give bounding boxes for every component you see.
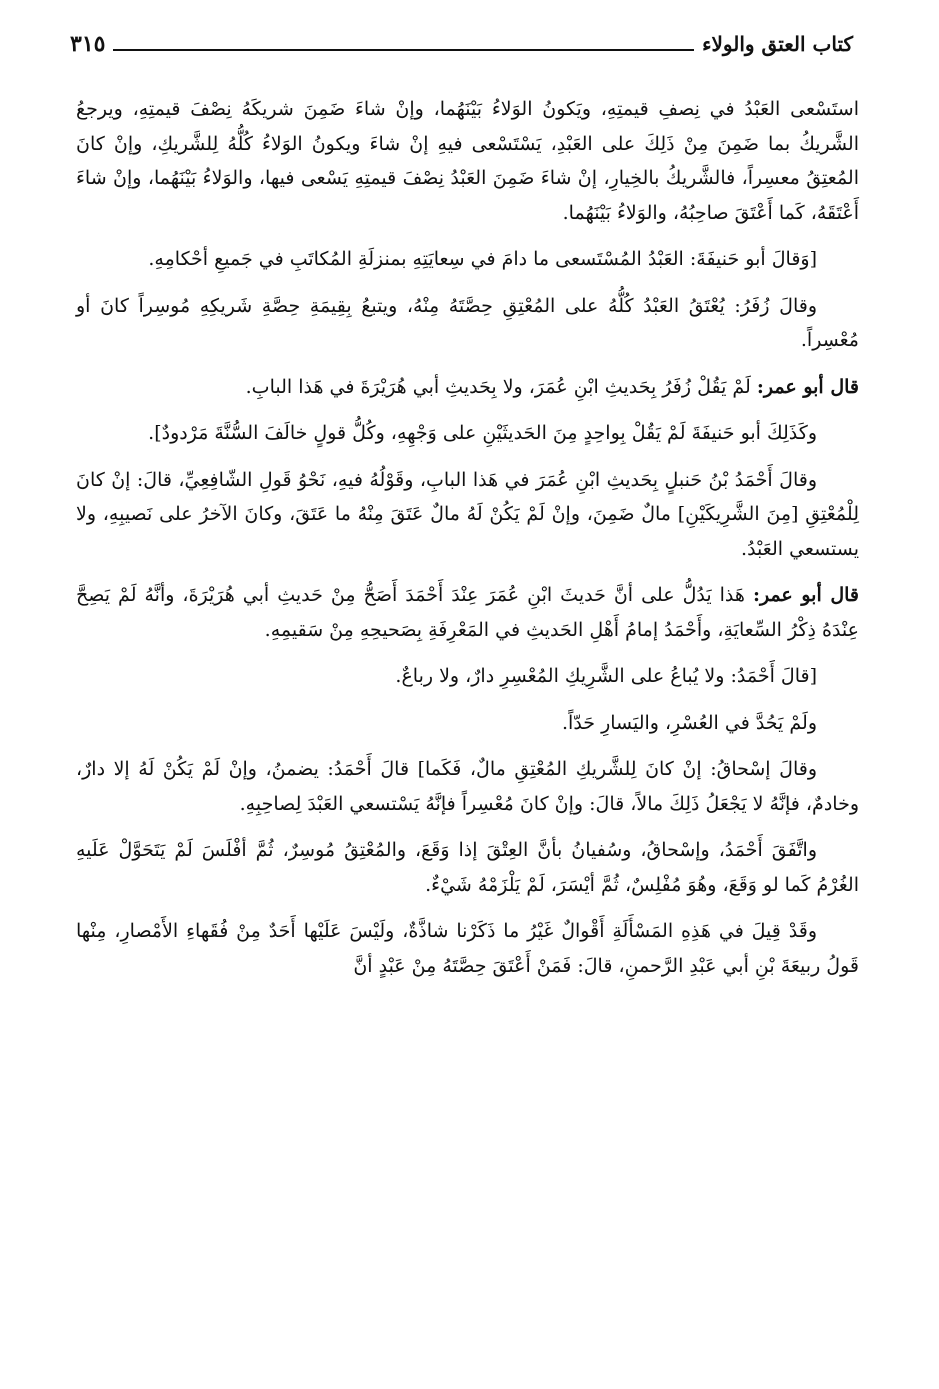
paragraph [76,289,859,358]
paragraph [76,752,859,821]
paragraph [76,92,859,230]
paragraph-text: وقالَ أَحْمَدُ بْنُ حَنبلٍ بِحَديثِ ابْنِ عُمَرَ في هَذا البابِ، وقَوْلُهُ فيهِ، نَحْوُ قَولِ الشّافِعِيِّ، قالَ: إنْ كانَ لِلْمُعْتِقِ [مِنَ الشَّرِيكَيْنِ] مالٌ ضَمِنَ، وإنْ لَمْ يَكُنْ لَهُ مالٌ عَتَقَ مِنْهُ ما عَتَقَ، وكانَ الآخرُ على نَصيبِهِ، ولا يستسعي العَبْدُ. [76,468,859,560]
paragraph-text: ولَمْ يَحُدَّ في العُسْرِ، واليَسارِ حَدّاً. [562,711,817,734]
paragraph [76,833,859,902]
paragraph-text: وقالَ إسْحاقُ: إنْ كانَ لِلشَّريكِ المُعْتِقِ مالٌ، فَكَما] قالَ أَحْمَدُ: يضمنُ، وإنْ لَمْ يَكُنْ لَهُ إلا دارٌ، وخادمٌ، فإنَّهُ لا يَجْعَلُ ذَلِكَ مالاً، قالَ: وإنْ كانَ مُعْسِراً فإنَّهُ يَسْتسعي العَبْدَ لِصاحِبِهِ. [76,758,859,815]
body-text [76,92,859,995]
paragraph [76,659,859,694]
paragraph-text: وكَذَلِكَ أبو حَنيفَةَ لَمْ يَقُلْ بِواحِدٍ مِنَ الحَديثَيْنِ على وَجْهِهِ، وكُلُّ قولٍ خالَفَ السُّنَّةَ مَرْدودٌ]. [148,422,817,444]
paragraph [76,463,859,567]
header-rule [113,49,694,51]
running-header [70,28,853,60]
paragraph-text: استَسْعى العَبْدُ في نِصفِ قيمتِهِ، ويَكونُ الوَلاءُ بَيْنَهُما، وإنْ شاءَ ضَمِنَ شريكَهُ نِصْفَ قيمتِهِ، ويرجعُ الشَّريكُ بما ضَمِنَ مِنْ ذَلِكَ على العَبْدِ، يَسْتَسْعى فيهِ إنْ شاءَ ويكونُ الوَلاءُ كُلُّهُ لِلشَّريكِ، وإنْ كانَ المُعتِقُ معسِراً، فالشَّريكُ بالخِيارِ، إنْ شاءَ ضَمِنَ العَبْدُ نِصْفَ قيمتِهِ يَسْعى فيها، والوَلاءُ بَيْنَهُما، وإنْ شاءَ أَعْتَقَهُ، كَما أَعْتَقَ صاحِبُهُ، والوَلاءُ بَيْنَهُما. [76,98,859,224]
paragraph [76,370,859,405]
paragraph-text: لَمْ يَقُلْ زُفَرُ بِحَديثِ ابْنِ عُمَرَ، ولا بِحَديثِ أبي هُرَيْرَةَ في هَذا البابِ. [245,375,757,398]
paragraph-text: واتَّفَقَ أَحْمَدُ، وإسْحاقُ، وسُفيانُ بأنَّ العِتْقَ إذا وَقَعَ، والمُعْتِقُ مُوسِرٌ، ثُمَّ أفْلَسَ لَمْ يَتَحَوَّلْ عَلَيهِ الغُرْمُ كَما لو وَقَعَ، وهُوَ مُفْلِسٌ، ثُمَّ أيْسَرَ، لَمْ يَلْزَمْهُ شَيْءٌ. [76,839,859,896]
paragraph [76,706,859,741]
paragraph-text: وقالَ زُفَرُ: يُعْتَقُ العَبْدُ كُلُّهُ على المُعْتِقِ حِصَّتَهُ مِنْهُ، ويتبعُ بِقِيمَةِ حِصَّةِ شَريكِهِ مُوسِراً كانَ أو مُعْسِراً. [76,294,859,351]
paragraph-text: [وَقالَ أبو حَنيفَةَ: العَبْدُ المُسْتَسعى ما دامَ في سِعايَتِهِ بمنزلَةِ المُكاتَبِ في جَميعِ أحْكامِهِ. [148,248,817,270]
paragraph [76,416,859,451]
paragraph-lead: قال أبو عمر: [756,375,859,398]
paragraph-text: وقَدْ قِيلَ في هَذِهِ المَسْأَلَةِ أَقْوالٌ غَيْرُ ما ذَكَرْنا شاذَّةٌ، ولَيْسَ عَلَيْها أَحَدٌ مِنْ فُقَهاءِ الأَمْصارِ، مِنْها قَولُ ربيعَةَ بْنِ أبي عَبْدِ الرَّحمنِ، قالَ: فَمَنْ أَعْتَقَ حِصَّتَهُ مِنْ عَبْدٍ أنَّ [76,920,859,977]
header-title: كتاب العتق والولاء [702,32,853,56]
page-number: ٣١٥ [70,31,106,57]
paragraph-text: [قالَ أَحْمَدُ: ولا يُباعُ على الشَّرِيكِ المُعْسِرِ دارٌ، ولا رباعٌ. [395,665,817,687]
paragraph [76,242,859,277]
paragraph [76,578,859,647]
paragraph-lead: قال أبو عمر: [752,584,859,606]
paragraph [76,914,859,983]
paragraph-text: هَذا يَدُلُّ على أنَّ حَديثَ ابْنِ عُمَرَ عِنْدَ أَحْمَدَ أَصَحُّ مِنْ حَديثِ أبي هُرَيْرَةَ، وأنَّهُ لَمْ يَصِحَّ عِنْدَهُ ذِكْرُ السِّعايَةِ، وأَحْمَدُ إمامُ أَهْلِ الحَديثِ في المَعْرِفَةِ بِصَحيحِهِ مِنْ سَقيمِهِ. [76,584,859,641]
